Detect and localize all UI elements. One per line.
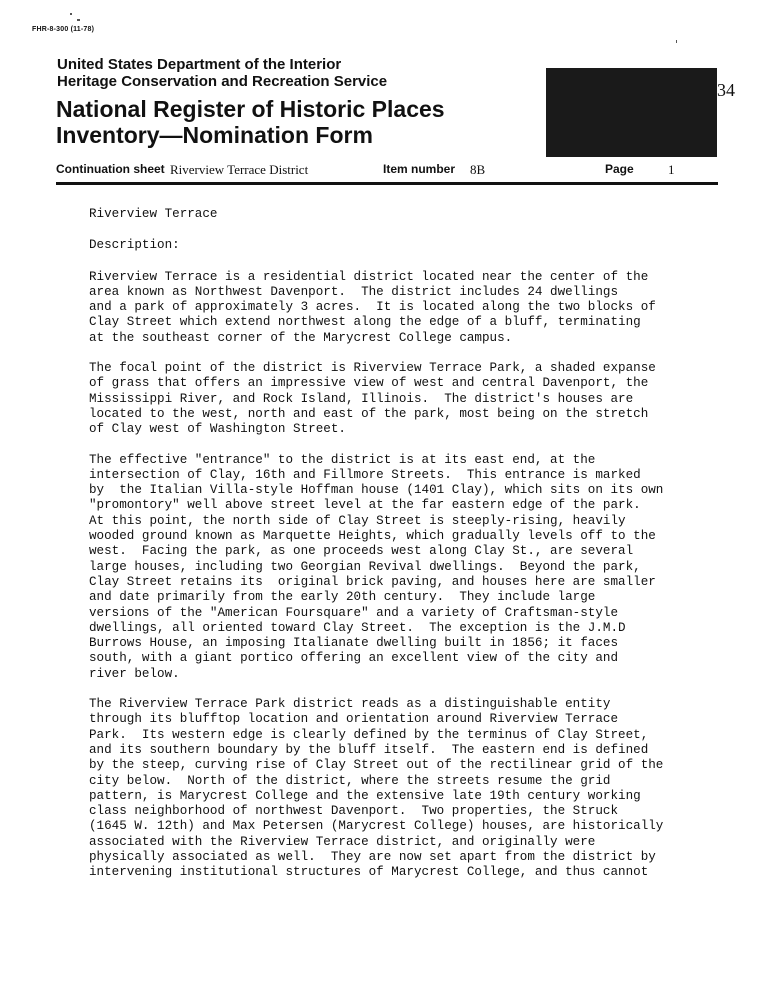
text-line: intersection of Clay, 16th and Fillmore Streets. This entrance is marked <box>89 467 641 482</box>
text-line: Clay Street which extend northwest along the edge of a bluff, terminating <box>89 315 641 330</box>
paragraphs <box>89 270 689 881</box>
header-rule <box>56 182 718 185</box>
text-line: Burrows House, an imposing Italianate dwelling built in 1856; it faces <box>89 636 619 651</box>
continuation-value: Riverview Terrace District <box>170 162 309 177</box>
text-line: by the Italian Villa-style Hoffman house (1401 Clay), which sits on its own <box>89 483 664 498</box>
service-heading: Heritage Conservation and Recreation Service <box>57 73 388 90</box>
text-line: of grass that offers an impressive view of west and central Davenport, the <box>89 376 649 391</box>
item-number-label: Item number <box>383 162 456 176</box>
text-line: large houses, including two Georgian Revival dwellings. Beyond the park, <box>89 559 641 574</box>
text-line: by the steep, curving rise of Clay Street out of the rectilinear grid of the <box>89 758 664 773</box>
scan-mark <box>77 19 80 21</box>
text-line: of Clay west of Washington Street. <box>89 422 346 437</box>
text-line: city below. North of the district, where the streets resume the grid <box>89 773 611 788</box>
text-line: pattern, is Marycrest College and the extensive late 19th century working <box>89 788 641 803</box>
text-line: The Riverview Terrace Park district reads as a distinguishable entity <box>89 697 611 712</box>
text-line: class neighborhood of northwest Davenport. Two properties, the Struck <box>89 804 619 819</box>
text-line: The focal point of the district is Riverview Terrace Park, a shaded expanse <box>89 361 656 376</box>
text-line: Riverview Terrace is a residential district located near the center of the <box>89 269 649 284</box>
text-line: physically associated as well. They are now set apart from the district by <box>89 849 656 864</box>
form-title-line1: National Register of Historic Places <box>56 96 445 122</box>
section-heading: Riverview Terrace <box>89 207 218 221</box>
text-line: through its blufftop location and orientation around Riverview Terrace <box>89 712 619 727</box>
department-heading: United States Department of the Interior <box>57 56 342 73</box>
text-line: area known as Northwest Davenport. The district includes 24 dwellings <box>89 284 619 299</box>
text-line: at the southeast corner of the Marycrest College campus. <box>89 330 513 345</box>
text-line: south, with a giant portico offering an excellent view of the city and <box>89 651 619 666</box>
text-line: versions of the "American Foursquare" and a variety of Craftsman-style <box>89 605 619 620</box>
text-line: Park. Its western edge is clearly defined by the terminus of Clay Street, <box>89 727 649 742</box>
text-line: intervening institutional structures of Marycrest College, and thus cannot <box>89 865 649 880</box>
text-line: west. Facing the park, as one proceeds west along Clay St., are several <box>89 544 634 559</box>
paragraph <box>89 361 689 437</box>
text-line: (1645 W. 12th) and Max Petersen (Marycrest College) houses, are historically <box>89 819 664 834</box>
paragraph <box>89 697 689 881</box>
item-number-value: 8B <box>470 162 486 177</box>
redacted-office-box <box>546 68 717 157</box>
continuation-bar <box>56 162 718 180</box>
scan-mark <box>70 13 72 15</box>
text-line: The effective "entrance" to the district is at its east end, at the <box>89 452 596 467</box>
section-subheading: Description: <box>89 238 180 253</box>
text-line: and a park of approximately 3 acres. It is located along the two blocks of <box>89 300 656 315</box>
text-line: dwellings, all oriented toward Clay Street. The exception is the J.M.D <box>89 620 626 635</box>
document-body <box>89 207 689 881</box>
text-line: associated with the Riverview Terrace district, and originally were <box>89 834 596 849</box>
paragraph <box>89 270 689 346</box>
continuation-label: Continuation sheet <box>56 162 165 176</box>
scan-mark <box>676 40 677 43</box>
form-code: FHR-8-300 (11-78) <box>32 26 95 33</box>
text-line: Clay Street retains its original brick paving, and houses here are smaller <box>89 574 656 589</box>
text-line: "promontory" well above street level at the far eastern edge of the park. <box>89 498 641 513</box>
text-line: river below. <box>89 666 180 681</box>
text-line: located to the west, north and east of the park, most being on the stretch <box>89 406 649 421</box>
page-number: 1 <box>668 162 675 177</box>
text-line: and date primarily from the early 20th century. They include large <box>89 590 596 605</box>
text-line: At this point, the north side of Clay Street is steeply-rising, heavily <box>89 513 626 528</box>
page-label: Page <box>605 162 634 176</box>
paragraph <box>89 453 689 682</box>
text-line: Mississippi River, and Rock Island, Illinois. The district's houses are <box>89 391 634 406</box>
form-title-line2: Inventory—Nomination Form <box>56 122 373 148</box>
text-line: and its southern boundary by the bluff itself. The eastern end is defined <box>89 742 649 757</box>
text-line: wooded ground known as Marquette Heights, which gradually levels off to the <box>89 529 656 544</box>
box-fragment-text: 34 <box>717 80 735 100</box>
